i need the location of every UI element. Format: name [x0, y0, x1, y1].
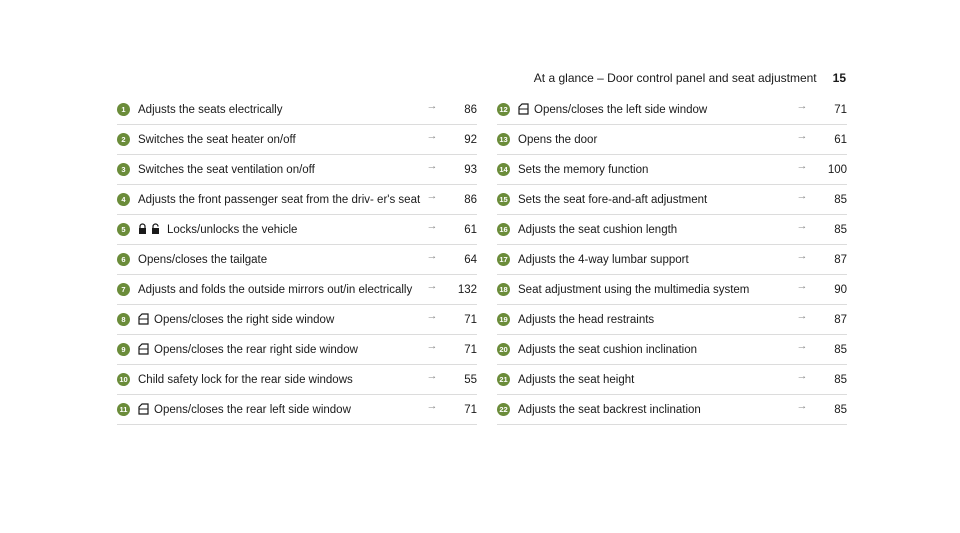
item-text: Seat adjustment using the multimedia system [518, 284, 750, 296]
arrow-right-icon: → [796, 340, 808, 352]
page-reference[interactable]: 85 [834, 374, 847, 386]
page-reference[interactable]: 86 [464, 194, 477, 206]
item-number-badge: 10 [117, 373, 130, 386]
arrow-right-icon: → [796, 160, 808, 172]
item-description [518, 163, 791, 177]
arrow-right-icon: → [796, 190, 808, 202]
legend-item [497, 95, 847, 125]
legend-item [497, 365, 847, 395]
item-text: Adjusts and folds the outside mirrors out/in electrically [138, 284, 413, 296]
arrow-right-icon: → [426, 280, 438, 292]
legend-item [117, 155, 477, 185]
page-reference[interactable]: 87 [834, 314, 847, 326]
legend-item [117, 275, 477, 305]
item-number-badge: 7 [117, 283, 130, 296]
item-text: Opens the door [518, 134, 598, 146]
legend-item [117, 95, 477, 125]
lock-unlock-icon [138, 223, 162, 235]
item-text: Adjusts the seats electrically [138, 104, 283, 116]
item-description [518, 313, 791, 327]
item-number-badge: 14 [497, 163, 510, 176]
page-reference[interactable]: 90 [834, 284, 847, 296]
item-description [138, 313, 421, 327]
page-reference[interactable]: 93 [464, 164, 477, 176]
legend-item [117, 245, 477, 275]
legend-item [497, 395, 847, 425]
item-description [138, 103, 421, 117]
item-description [138, 133, 421, 147]
legend-item [497, 275, 847, 305]
item-number-badge: 13 [497, 133, 510, 146]
item-text: Switches the seat heater on/off [138, 134, 296, 146]
legend-item [117, 215, 477, 245]
item-number-badge: 4 [117, 193, 130, 206]
legend-item [497, 125, 847, 155]
legend-item [117, 335, 477, 365]
legend-item [497, 155, 847, 185]
item-number-badge: 1 [117, 103, 130, 116]
item-description [518, 133, 791, 147]
arrow-right-icon: → [426, 100, 438, 112]
item-description [138, 253, 421, 267]
item-description [138, 403, 421, 417]
item-text: Switches the seat ventilation on/off [138, 164, 315, 176]
arrow-right-icon: → [426, 190, 438, 202]
item-description [138, 343, 421, 357]
legend-item [497, 245, 847, 275]
arrow-right-icon: → [426, 310, 438, 322]
item-description [138, 193, 421, 207]
page-reference[interactable]: 85 [834, 404, 847, 416]
arrow-right-icon: → [426, 250, 438, 262]
item-description [138, 223, 421, 237]
legend-item [117, 365, 477, 395]
item-number-badge: 6 [117, 253, 130, 266]
item-number-badge: 9 [117, 343, 130, 356]
legend-item [117, 185, 477, 215]
item-number-badge: 16 [497, 223, 510, 236]
arrow-right-icon: → [426, 220, 438, 232]
page-reference[interactable]: 64 [464, 254, 477, 266]
page-reference[interactable]: 100 [827, 164, 847, 176]
item-number-badge: 18 [497, 283, 510, 296]
item-text: Adjusts the seat backrest inclination [518, 404, 701, 416]
item-number-badge: 19 [497, 313, 510, 326]
item-description [138, 373, 421, 387]
item-number-badge: 15 [497, 193, 510, 206]
item-description [518, 103, 791, 117]
item-text: Opens/closes the rear right side window [154, 344, 358, 356]
page-number: 15 [832, 71, 846, 85]
item-text: Adjusts the head restraints [518, 314, 655, 326]
item-text: Locks/unlocks the vehicle [167, 224, 298, 236]
item-text: Adjusts the seat height [518, 374, 635, 386]
arrow-right-icon: → [796, 130, 808, 142]
item-number-badge: 11 [117, 403, 130, 416]
item-number-badge: 22 [497, 403, 510, 416]
legend-item [497, 185, 847, 215]
arrow-right-icon: → [426, 370, 438, 382]
item-number-badge: 21 [497, 373, 510, 386]
item-text: Opens/closes the tailgate [138, 254, 268, 266]
page-reference[interactable]: 71 [464, 344, 477, 356]
item-description [138, 163, 421, 177]
item-description [138, 283, 421, 297]
item-text: Adjusts the front passenger seat from the driv- er's seat [138, 194, 421, 206]
arrow-right-icon: → [796, 370, 808, 382]
item-number-badge: 12 [497, 103, 510, 116]
arrow-right-icon: → [426, 130, 438, 142]
page-reference[interactable]: 85 [834, 224, 847, 236]
item-description [518, 223, 791, 237]
arrow-right-icon: → [796, 220, 808, 232]
item-number-badge: 8 [117, 313, 130, 326]
page-header [534, 71, 846, 85]
arrow-right-icon: → [426, 160, 438, 172]
page-reference[interactable]: 85 [834, 194, 847, 206]
section-title: At a glance – Door control panel and seat adjustment [533, 71, 817, 85]
window-icon [138, 403, 149, 415]
item-text: Sets the seat fore-and-aft adjustment [518, 194, 708, 206]
page-reference[interactable]: 61 [834, 134, 847, 146]
arrow-right-icon: → [426, 340, 438, 352]
window-icon [138, 343, 149, 355]
window-icon [138, 313, 149, 325]
item-description [518, 343, 791, 357]
item-number-badge: 17 [497, 253, 510, 266]
arrow-right-icon: → [426, 400, 438, 412]
legend-item [497, 305, 847, 335]
arrow-right-icon: → [796, 250, 808, 262]
item-number-badge: 5 [117, 223, 130, 236]
item-description [518, 403, 791, 417]
arrow-right-icon: → [796, 310, 808, 322]
item-description [518, 193, 791, 207]
legend-item [117, 305, 477, 335]
item-text: Opens/closes the rear left side window [154, 404, 351, 416]
page-reference[interactable]: 55 [464, 374, 477, 386]
item-description [518, 373, 791, 387]
item-text: Adjusts the seat cushion inclination [518, 344, 697, 356]
item-text: Child safety lock for the rear side windows [138, 374, 353, 386]
page-reference[interactable]: 71 [464, 314, 477, 326]
arrow-right-icon: → [796, 100, 808, 112]
arrow-right-icon: → [796, 280, 808, 292]
arrow-right-icon: → [796, 400, 808, 412]
page-reference[interactable]: 92 [464, 134, 477, 146]
item-number-badge: 2 [117, 133, 130, 146]
legend-item [497, 335, 847, 365]
item-text: Adjusts the 4-way lumbar support [518, 254, 689, 266]
item-number-badge: 3 [117, 163, 130, 176]
item-description [518, 283, 791, 297]
item-text: Opens/closes the right side window [154, 314, 335, 326]
item-text: Adjusts the seat cushion length [518, 224, 678, 236]
page-reference[interactable]: 61 [464, 224, 477, 236]
item-text: Sets the memory function [518, 164, 649, 176]
legend-item [497, 215, 847, 245]
legend-column-right [497, 95, 847, 425]
page-reference[interactable]: 71 [464, 404, 477, 416]
window-icon [518, 103, 529, 115]
item-description [518, 253, 791, 267]
page-reference[interactable]: 87 [834, 254, 847, 266]
page-reference[interactable]: 86 [464, 104, 477, 116]
legend-column-left [117, 95, 477, 425]
legend-item [117, 125, 477, 155]
item-number-badge: 20 [497, 343, 510, 356]
item-text: Opens/closes the left side window [534, 104, 708, 116]
page-reference[interactable]: 132 [457, 284, 477, 296]
page-reference[interactable]: 85 [834, 344, 847, 356]
legend-item [117, 395, 477, 425]
page-reference[interactable]: 71 [834, 104, 847, 116]
